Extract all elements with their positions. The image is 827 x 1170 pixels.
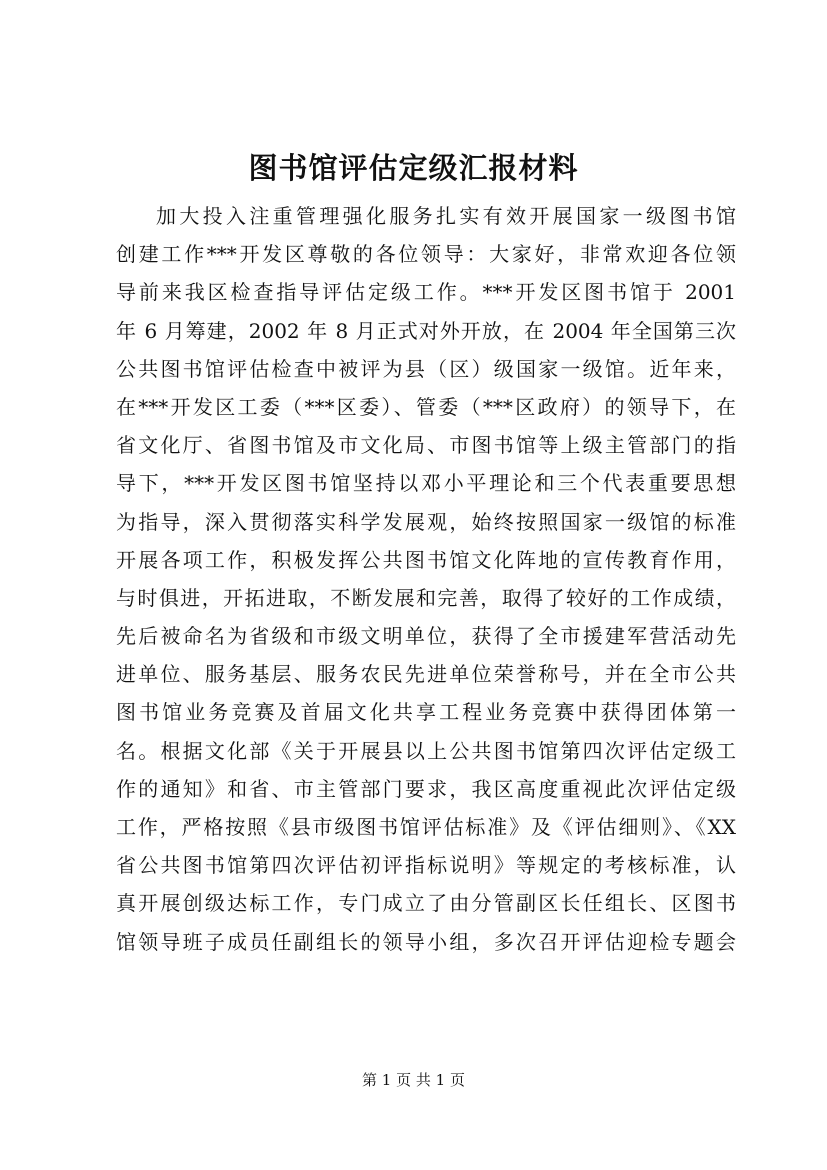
body-line: 馆领导班子成员任副组长的领导小组，多次召开评估迎检专题会	[116, 929, 736, 954]
body-line: 省公共图书馆第四次评估初评指标说明》等规定的考核标准，认	[116, 853, 736, 878]
body-line: 作的通知》和省、市主管部门要求，我区高度重视此次评估定级	[116, 776, 736, 801]
body-line: 真开展创级达标工作，专门成立了由分管副区长任组长、区图书	[116, 891, 736, 916]
body-line: 省文化厅、省图书馆及市文化局、市图书馆等上级主管部门的指	[116, 433, 736, 458]
document-body	[116, 197, 736, 961]
body-line: 公共图书馆评估检查中被评为县（区）级国家一级馆。近年来，	[116, 356, 736, 381]
body-line: 为指导，深入贯彻落实科学发展观，始终按照国家一级馆的标准	[116, 509, 736, 534]
body-line: 导前来我区检查指导评估定级工作。***开发区图书馆于 2001	[116, 280, 736, 305]
body-line: 加大投入注重管理强化服务扎实有效开展国家一级图书馆	[156, 204, 736, 228]
body-line: 开展各项工作，积极发挥公共图书馆文化阵地的宣传教育作用，	[116, 547, 736, 572]
body-line: 年 6 月筹建，2002 年 8 月正式对外开放，在 2004 年全国第三次	[116, 318, 736, 343]
body-line: 先后被命名为省级和市级文明单位，获得了全市援建军营活动先	[116, 624, 736, 649]
body-line: 名。根据文化部《关于开展县以上公共图书馆第四次评估定级工	[116, 738, 736, 763]
body-line: 与时俱进，开拓进取，不断发展和完善，取得了较好的工作成绩，	[116, 585, 736, 610]
page-number-footer: 第 1 页 共 1 页	[362, 1071, 465, 1089]
body-line: 工作，严格按照《县市级图书馆评估标准》及《评估细则》、《XX	[116, 815, 736, 839]
body-line: 在***开发区工委（***区委）、管委（***区政府）的领导下，在	[116, 394, 736, 419]
document-title: 图书馆评估定级汇报材料	[248, 151, 579, 185]
body-line: 导下，***开发区图书馆坚持以邓小平理论和三个代表重要思想	[116, 471, 736, 496]
body-line: 创建工作***开发区尊敬的各位领导：大家好，非常欢迎各位领	[116, 242, 736, 267]
body-line: 图书馆业务竞赛及首届文化共享工程业务竞赛中获得团体第一	[116, 700, 736, 725]
body-line: 进单位、服务基层、服务农民先进单位荣誉称号，并在全市公共	[116, 662, 736, 687]
